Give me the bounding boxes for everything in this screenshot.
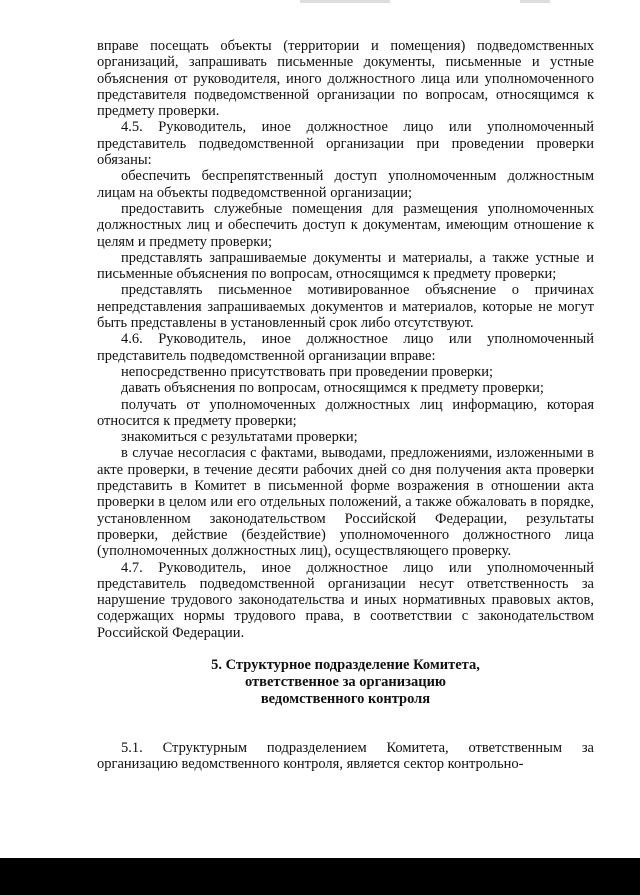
paragraph: давать объяснения по вопросам, относящимся к предмету проверки; (121, 380, 544, 397)
paragraph: обеспечить беспрепятственный доступ уполномоченным должностным лицам на объекты подведомственной организации; (97, 168, 594, 201)
paragraph: получать от уполномоченных должностных лиц информацию, которая относится к предмету проверки; (97, 396, 594, 429)
paragraph-5-1: 5.1. Структурным подразделением Комитета, ответственным за организацию ведомственного контроля, является сектор контрольно- (97, 739, 594, 773)
paragraph: представлять запрашиваемые документы и материалы, а также устные и письменные объяснения по вопросам, относящимся к предмету проверки; (97, 249, 594, 283)
heading-line: ведомственного контроля (260, 690, 431, 707)
document-body (97, 38, 594, 773)
paragraph: предоставить служебные помещения для размещения уполномоченных должностных лиц и обеспечить доступ к документам, имеющим отношение к целям и предмету проверки; (97, 200, 594, 250)
section-5-heading (97, 657, 594, 708)
paragraph-4-5: 4.5. Руководитель, иное должностное лицо или уполномоченный представитель подведомственной организации при проведении проверки обязаны: (97, 119, 594, 169)
heading-line: ответственное за организацию (244, 673, 447, 690)
paragraph: знакомиться с результатами проверки; (121, 429, 358, 446)
paragraph: представлять письменное мотивированное объяснение о причинах непредставления запрашиваемых документов и материалов, которые не могут быть представлены в установленный срок либо отсутствуют. (97, 282, 594, 332)
paragraph-4-7: 4.7. Руководитель, иное должностное лицо или уполномоченный представитель подведомственной организации несут ответственность за нарушение трудового законодательства и иных нормативных правовых актов, содержащих нормы трудового права, в соответствии с законодательством Российской Федерации. (97, 559, 594, 641)
paragraph: непосредственно присутствовать при проведении проверки; (121, 363, 493, 380)
scan-bottom-edge (0, 858, 640, 895)
paragraph-4-6: 4.6. Руководитель, иное должностное лицо или уполномоченный представитель подведомственной организации вправе: (97, 331, 594, 364)
paragraph: в случае несогласия с фактами, выводами, предложениями, изложенными в акте проверки, в течение десяти рабочих дней со дня получения акта проверки представить в Комитет в письменной форме возражения в отношении акта проверки в целом или его отдельных положений, а также обжаловать в порядке, установленном законодательством Российской Федерации, результаты проверки, действие (бездействие) уполномоченного должностного лица (уполномоченных должностных лиц), осуществляющего проверку. (97, 445, 594, 560)
scan-artifact (520, 0, 550, 3)
heading-line: 5. Структурное подразделение Комитета, (211, 656, 480, 673)
paragraph: вправе посещать объекты (территории и помещения) подведомственных организаций, запрашивать письменные документы, письменные и устные объяснения от руководителя, иного должностного лица или уполномоченного представителя подведомственной организации по вопросам, относящимся к предмету проверки. (97, 38, 594, 120)
scan-artifact (300, 0, 390, 3)
